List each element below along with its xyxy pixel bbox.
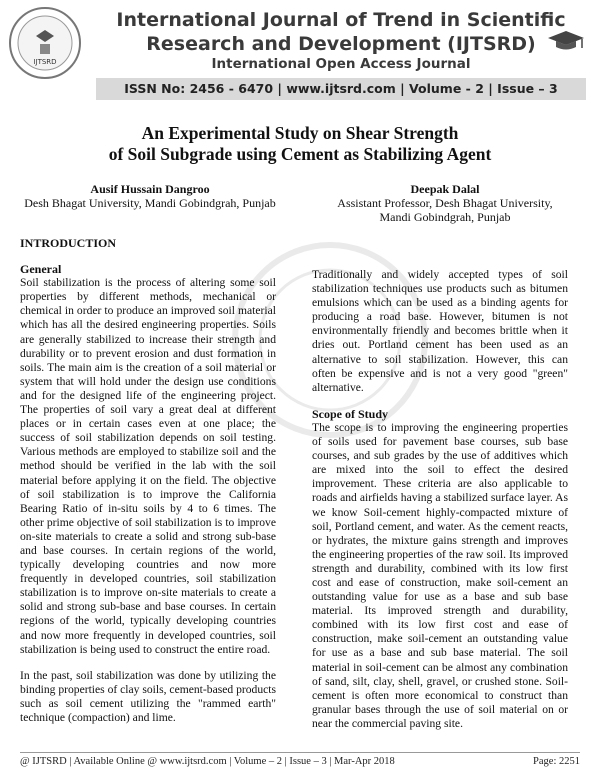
- section-heading: INTRODUCTION: [20, 236, 117, 250]
- graduation-cap-icon: [546, 30, 586, 52]
- author-name: Deepak Dalal: [410, 182, 480, 196]
- journal-title-line1: International Journal of Trend in Scientific: [116, 9, 566, 31]
- footer-divider: [20, 752, 580, 753]
- paper-title-line1: An Experimental Study on Shear Strength: [141, 123, 459, 143]
- journal-title: [96, 8, 586, 56]
- author-affiliation: Desh Bhagat University, Mandi Gobindgrah, Punjab: [24, 196, 276, 210]
- subsection-heading: Scope of Study: [312, 406, 389, 421]
- right-column: [312, 268, 568, 743]
- paper-title-line2: of Soil Subgrade using Cement as Stabilizing Agent: [108, 144, 492, 164]
- issn-bar: ISSN No: 2456 - 6470 | www.ijtsrd.com | Volume - 2 | Issue – 3: [96, 78, 586, 100]
- journal-subtitle: International Open Access Journal: [211, 56, 471, 72]
- journal-title-line2: Research and Development (IJTSRD): [146, 33, 536, 55]
- page-number: Page: 2251: [533, 756, 580, 767]
- paragraph: Soil stabilization is the process of altering some soil properties by different methods, mechanical or chemical in order to produce an improved soil material which has all the desired engineering properties. Soils are generally stabilized to increase their strength and durability or to prevent erosion and dust formation in soils. The main aim is the creation of a soil material or system that will hold under the design use conditions and for the designed life of the engineering project. The properties of soil vary a great deal at different places or in certain cases even at one place; the success of soil stabilization depends on soil testing. Various methods are employed to stabilize soil and the method should be verified in the lab with the soil material before applying it on the field. The objective of soil stabilization is to improve the California Bearing Ratio of in-situ soils by 4 to 6 times. The other prime objective of soil stabilization is to improve on-site materials to create a solid and strong sub-base and base courses. In certain regions of the world, typically developing countries and now more frequently in developed countries, soil stabilization stabilization is to improve on-site materials to create a solid and strong sub-base and base courses. In certain regions of the world, typically developing countries and now more frequently in developed countries, soil stabilization is being used to construct the entire road.: [20, 276, 276, 656]
- author-block: [20, 182, 280, 210]
- author-block: [315, 182, 575, 224]
- left-column: [20, 236, 276, 737]
- subsection-heading: General: [20, 262, 62, 277]
- author-affiliation: Assistant Professor, Desh Bhagat University,: [337, 196, 553, 210]
- ijtsrd-logo: [8, 6, 82, 80]
- author-name: Ausif Hussain Dangroo: [90, 182, 210, 196]
- paragraph: The scope is to improving the engineering properties of soils used for pavement base courses, sub base courses, and sub grades by the use of additives which are mixed into the soil to effect the desired improvement. These criteria are also applicable to roads and airfields having a stabilized surface layer. As we know Soil-cement highly-compacted mixture of soil, Portland cement, and water. As the cement reacts, or hydrates, the mixture gains strength and improves the engineering properties of the raw soil. Its improved strength and durability, combined with its low first cost and ease of construction, make soil-cement an outstanding value for use as a base and sub base material. Its improved strength and durability, combined with its low first cost and ease of construction, make soil-cement an outstanding value for use as a base and sub base material. The soil material in soil-cement can be almost any combination of sand, silt, clay, shell, gravel, or crushed stone. Soil-cement is often more economical to construct than granular bases through the use of soil material on or near the commercial paving site.: [312, 420, 568, 730]
- author-affiliation: Mandi Gobindgrah, Punjab: [379, 210, 511, 224]
- journal-header: [0, 0, 600, 104]
- paragraph: Traditionally and widely accepted types of soil stabilization techniques use products such as bitumen emulsions which can be used as a binding agents for producing a road base. However, bitumen is not environmentally friendly and becomes brittle when it dries out. Portland cement has been used as an alternative to soil stabilization. However, this can often be expensive and is not a very good "green" alternative.: [312, 268, 568, 394]
- logo-text: IJTSRD: [33, 58, 57, 66]
- paragraph: In the past, soil stabilization was done by utilizing the binding properties of clay soils, cement-based products such as soil cement utilizing the "rammed earth" technique (compaction) and lime.: [20, 668, 276, 724]
- paper-title: [30, 123, 570, 165]
- footer-citation: @ IJTSRD | Available Online @ www.ijtsrd.com | Volume – 2 | Issue – 3 | Mar-Apr 2018: [20, 756, 395, 767]
